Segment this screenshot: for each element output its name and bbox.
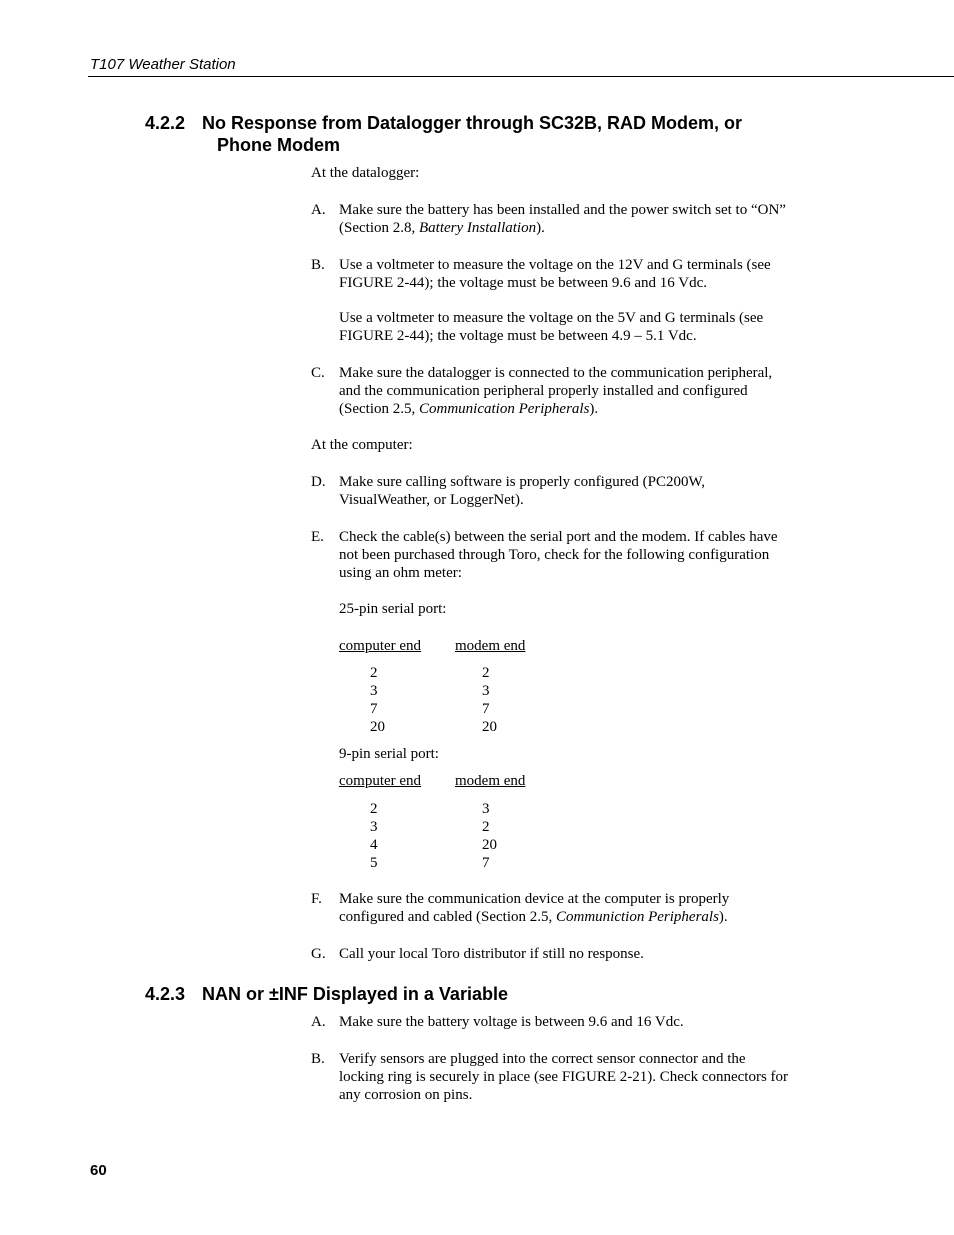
item-text-line: configured and cabled (Section 2.5, Communiction Peripherals). bbox=[339, 909, 728, 925]
item-text-line: (Section 2.5, Communication Peripherals). bbox=[339, 401, 599, 417]
item-text-line: Make sure the communication device at the computer is properly bbox=[339, 891, 730, 907]
page-number: 60 bbox=[90, 1162, 107, 1179]
item-text-line: using an ohm meter: bbox=[339, 565, 462, 581]
section-number: 4.2.3 bbox=[145, 984, 186, 1004]
pin-value: 3 bbox=[370, 819, 378, 835]
cross-reference: Communication Peripherals bbox=[419, 401, 590, 417]
pin-value: 20 bbox=[370, 719, 385, 735]
item-text-line: and the communication peripheral properly installed and configured bbox=[339, 383, 748, 399]
pin-value: 3 bbox=[482, 683, 490, 699]
pin-value: 5 bbox=[370, 855, 378, 871]
item-letter: B. bbox=[311, 1051, 325, 1067]
heading-line-1: No Response from Datalogger through SC32B, RAD Modem, or bbox=[202, 113, 743, 133]
pin-value: 3 bbox=[482, 801, 490, 817]
item-letter: F. bbox=[311, 891, 322, 907]
pin-value: 7 bbox=[482, 855, 490, 871]
section-4-2-2-heading bbox=[145, 112, 742, 134]
item-letter: G. bbox=[311, 946, 326, 962]
item-text-line: any corrosion on pins. bbox=[339, 1087, 473, 1103]
pin-value: 7 bbox=[482, 701, 490, 717]
column-header-modem-end: modem end bbox=[455, 638, 526, 654]
intro-computer: At the computer: bbox=[311, 437, 413, 453]
item-letter: E. bbox=[311, 529, 324, 545]
section-number: 4.2.2 bbox=[145, 113, 186, 133]
port-25-modem-pins bbox=[482, 664, 497, 736]
header-rule bbox=[88, 76, 954, 77]
intro-datalogger: At the datalogger: bbox=[311, 165, 420, 181]
item-text-line: Use a voltmeter to measure the voltage on the 12V and G terminals (see bbox=[339, 257, 771, 273]
cross-reference: Battery Installation bbox=[419, 220, 537, 236]
pin-value: 4 bbox=[370, 837, 378, 853]
pin-value: 20 bbox=[482, 837, 497, 853]
item-letter: A. bbox=[311, 202, 326, 218]
item-text-line: VisualWeather, or LoggerNet). bbox=[339, 492, 524, 508]
column-header-modem-end: modem end bbox=[455, 773, 526, 789]
item-text-line: FIGURE 2-44); the voltage must be between 9.6 and 16 Vdc. bbox=[339, 275, 707, 291]
item-text-line: Call your local Toro distributor if still no response. bbox=[339, 946, 644, 962]
column-header-computer-end: computer end bbox=[339, 773, 422, 789]
item-letter: B. bbox=[311, 257, 325, 273]
section-4-2-3-heading bbox=[145, 983, 508, 1005]
item-text-line: Use a voltmeter to measure the voltage on the 5V and G terminals (see bbox=[339, 310, 764, 326]
pin-value: 7 bbox=[370, 701, 378, 717]
item-text-line: FIGURE 2-44); the voltage must be between 4.9 – 5.1 Vdc. bbox=[339, 328, 697, 344]
item-text-line: Make sure calling software is properly configured (PC200W, bbox=[339, 474, 706, 490]
item-text-line: Verify sensors are plugged into the correct sensor connector and the bbox=[339, 1051, 746, 1067]
item-text-line: locking ring is securely in place (see FIGURE 2-21). Check connectors for bbox=[339, 1069, 789, 1085]
item-letter: C. bbox=[311, 365, 325, 381]
port-25-computer-pins bbox=[370, 664, 385, 736]
item-text-line: Check the cable(s) between the serial port and the modem. If cables have bbox=[339, 529, 778, 545]
cross-reference: Communiction Peripherals bbox=[556, 909, 719, 925]
item-text-line: Make sure the battery has been installed and the power switch set to “ON” bbox=[339, 202, 786, 218]
item-text-line: Make sure the battery voltage is between 9.6 and 16 Vdc. bbox=[339, 1014, 684, 1030]
pin-value: 20 bbox=[482, 719, 497, 735]
pin-value: 2 bbox=[370, 801, 378, 817]
item-letter: D. bbox=[311, 474, 326, 490]
pin-value: 2 bbox=[370, 665, 378, 681]
port-25-label: 25-pin serial port: bbox=[339, 601, 447, 617]
item-text-line: (Section 2.8, Battery Installation). bbox=[339, 220, 545, 236]
pin-value: 3 bbox=[370, 683, 378, 699]
running-header: T107 Weather Station bbox=[90, 56, 236, 73]
item-text-line: Make sure the datalogger is connected to the communication peripheral, bbox=[339, 365, 773, 381]
pin-value: 2 bbox=[482, 819, 490, 835]
port-9-computer-pins bbox=[370, 800, 378, 872]
item-letter: A. bbox=[311, 1014, 326, 1030]
item-text-line: not been purchased through Toro, check for the following configuration bbox=[339, 547, 770, 563]
port-9-modem-pins bbox=[482, 800, 497, 872]
heading-line-2: Phone Modem bbox=[217, 135, 341, 155]
heading-title: NAN or ±INF Displayed in a Variable bbox=[202, 984, 508, 1004]
column-header-computer-end: computer end bbox=[339, 638, 422, 654]
pin-value: 2 bbox=[482, 665, 490, 681]
port-9-label: 9-pin serial port: bbox=[339, 746, 439, 762]
